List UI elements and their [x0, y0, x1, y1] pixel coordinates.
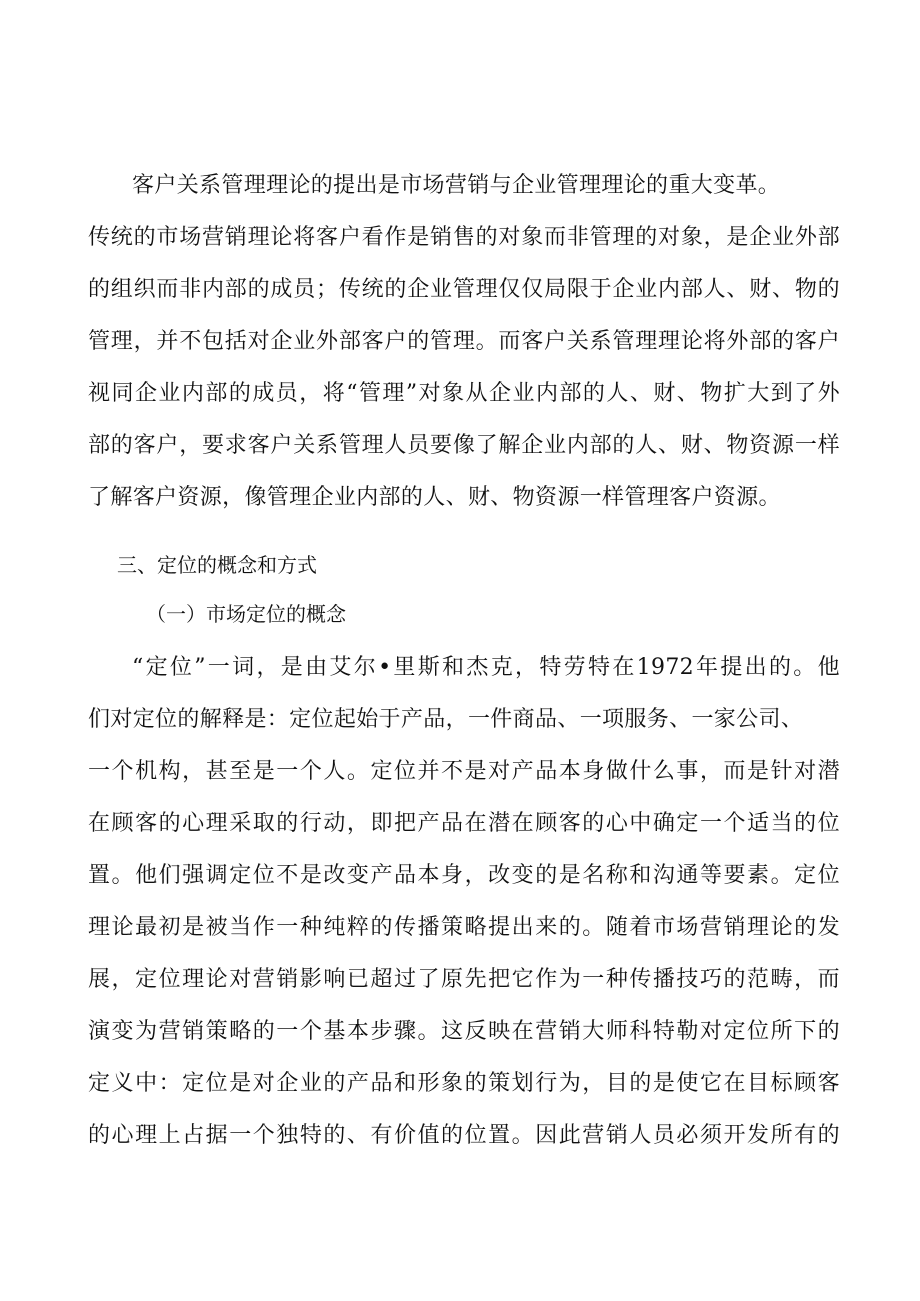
paragraph-1-line-4: 管理，并不包括对企业外部客户的管理。而客户关系管理理论将外部的客户 — [88, 329, 840, 354]
paragraph-2-line-10: 的心理上占据一个独特的、有价值的位置。因此营销人员必须开发所有的 — [88, 1123, 840, 1148]
paragraph-2-line-9: 定义中：定位是对企业的产品和形象的策划行为，目的是使它在目标顾客 — [88, 1071, 840, 1096]
subsection-heading: （一）市场定位的概念 — [146, 602, 346, 626]
paragraph-2-line-6: 理论最初是被当作一种纯粹的传播策略提出来的。随着市场营销理论的发 — [88, 915, 840, 940]
paragraph-2-line-3: 一个机构，甚至是一个人。定位并不是对产品本身做什么事，而是针对潜 — [88, 759, 840, 784]
paragraph-2-line-1: “定位”一词，是由艾尔•里斯和杰克，特劳特在1972年提出的。他 — [132, 655, 840, 680]
paragraph-1-line-1: 客户关系管理理论的提出是市场营销与企业管理理论的重大变革。 — [132, 173, 781, 198]
paragraph-2-line-2: 们对定位的解释是：定位起始于产品，一件商品、一项服务、一家公司、 — [88, 707, 804, 732]
paragraph-1-line-6: 部的客户，要求客户关系管理人员要像了解企业内部的人、财、物资源一样 — [88, 433, 840, 458]
paragraph-1-line-7: 了解客户资源，像管理企业内部的人、财、物资源一样管理客户资源。 — [88, 485, 781, 510]
section-heading: 三、定位的概念和方式 — [117, 553, 317, 577]
paragraph-2-line-5: 置。他们强调定位不是改变产品本身，改变的是名称和沟通等要素。定位 — [88, 863, 840, 888]
paragraph-2-line-7: 展，定位理论对营销影响已超过了原先把它作为一种传播技巧的范畴，而 — [88, 967, 840, 992]
paragraph-2-line-8: 演变为营销策略的一个基本步骤。这反映在营销大师科特勒对定位所下的 — [88, 1019, 840, 1044]
paragraph-1-line-3: 的组织而非内部的成员；传统的企业管理仅仅局限于企业内部人、财、物的 — [88, 277, 840, 302]
paragraph-2-line-4: 在顾客的心理采取的行动，即把产品在潜在顾客的心中确定一个适当的位 — [88, 811, 840, 836]
paragraph-1-line-2: 传统的市场营销理论将客户看作是销售的对象而非管理的对象，是企业外部 — [88, 225, 840, 250]
paragraph-1-line-5: 视同企业内部的成员，将“管理”对象从企业内部的人、财、物扩大到了外 — [88, 381, 840, 406]
